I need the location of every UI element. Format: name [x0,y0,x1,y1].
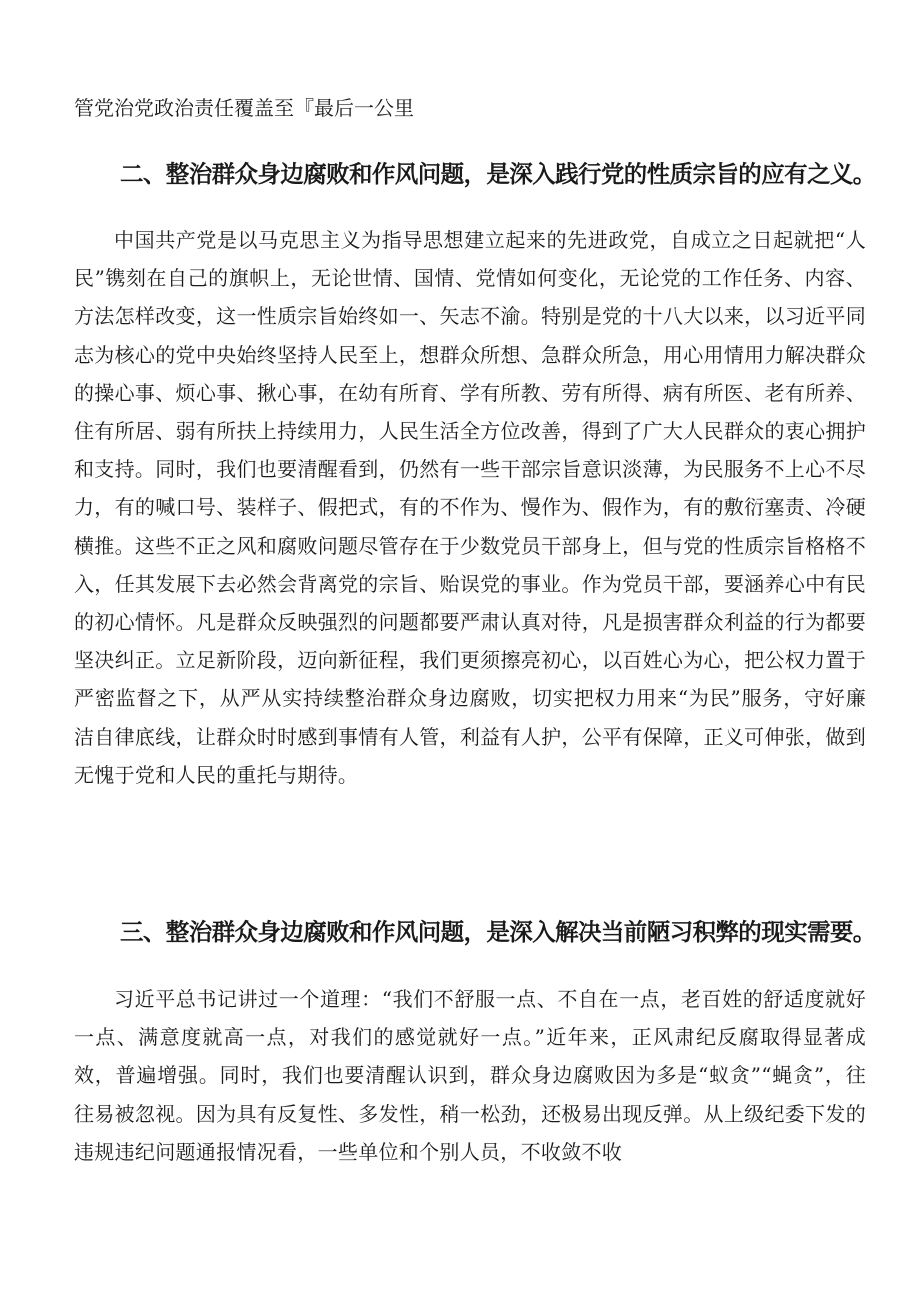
carryover-text: 管党治党政治责任覆盖至『最后一公里 [74,96,414,120]
section-2-paragraph: 中国共产党是以马克思主义为指导思想建立起来的先进政党，自成立之日起就把“人民”镌刻在自己的旗帜上，无论世情、国情、党情如何变化，无论党的工作任务、内容、方法怎样改变，这一性质宗旨始终如一、矢志不渝。特别是党的十八大以来，以习近平同志为核心的党中央始终坚持人民至上，想群众所想、急群众所急，用心用情用力解决群众的操心事、烦心事、揪心事，在幼有所育、学有所教、劳有所得、病有所医、老有所养、住有所居、弱有所扶上持续用力，人民生活全方位改善，得到了广大人民群众的衷心拥护和支持。同时，我们也要清醒看到，仍然有一些干部宗旨意识淡薄，为民服务不上心不尽力，有的喊口号、装样子、假把式，有的不作为、慢作为、假作为，有的敷衍塞责、冷硬横推。这些不正之风和腐败问题尽管存在于少数党员干部身上，但与党的性质宗旨格格不入，任其发展下去必然会背离党的宗旨、贻误党的事业。作为党员干部，要涵养心中有民的初心情怀。凡是群众反映强烈的问题都要严肃认真对待，凡是损害群众利益的行为都要坚决纠正。立足新阶段，迈向新征程，我们更须擦亮初心，以百姓心为心，把公权力置于严密监督之下，从严从实持续整治群众身边腐败，切实把权力用来“为民”服务，守好廉洁自律底线，让群众时时感到事情有人管，利益有人护，公平有保障，正义可伸张，做到无愧于党和人民的重托与期待。 [74,228,866,787]
section-3-heading: 三、整治群众身边腐败和作风问题，是深入解决当前陋习积弊的现实需要。 [120,918,876,946]
section-2-heading: 二、整治群众身边腐败和作风问题，是深入践行党的性质宗旨的应有之义。 [120,160,876,188]
section-3-paragraph: 习近平总书记讲过一个道理：“我们不舒服一点、不自在一点，老百姓的舒适度就好一点、满意度就高一点，对我们的感觉就好一点。”近年来，正风肃纪反腐取得显著成效，普遍增强。同时，我们也要清醒认识到，群众身边腐败因为多是“蚁贪”“蝇贪”，往往易被忽视。因为具有反复性、多发性，稍一松劲，还极易出现反弹。从上级纪委下发的违规违纪问题通报情况看，一些单位和个别人员，不收敛不收 [74,987,866,1164]
